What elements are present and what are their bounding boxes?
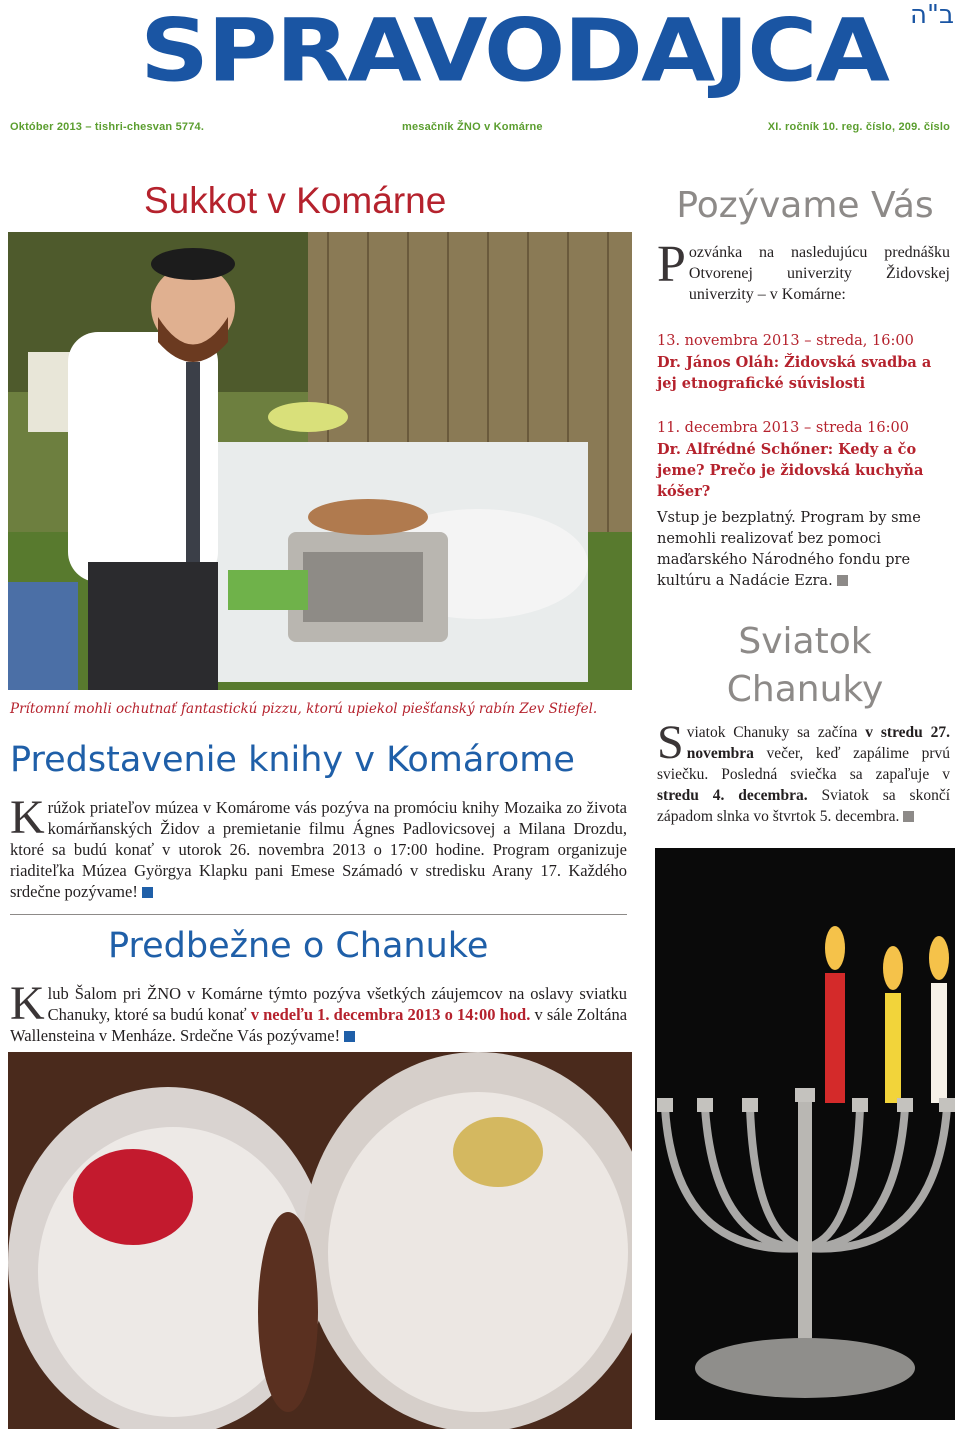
date-line: Október 2013 – tishri-chesvan 5774. (10, 121, 205, 133)
invite-dropcap: P (657, 236, 686, 293)
book-article (10, 791, 627, 902)
invite-intro-text: ozvánka na nasledujúcu prednášku Otvorenej univerzity Židovskej univerzity – v Komárne: (688, 244, 950, 303)
chanuky-last-date: stredu 4. decembra. (657, 787, 808, 804)
issue-line: XI. ročník 10. reg. číslo, 209. číslo (767, 121, 950, 133)
chanuky-t2: večer, keď zapálime prvú sviečku. Posledná sviečka sa zapaľuje v (657, 745, 950, 783)
chanuky-t1: viatok Chanuky sa začína (686, 724, 858, 741)
event-2-title: Dr. Alfrédné Schőner: Kedy a čo jeme? Prečo je židovská kuchyňa kóšer? (657, 441, 924, 500)
chanuka-pre-article (10, 977, 628, 1046)
chanuky-heading (655, 618, 955, 714)
donuts-photo (8, 1052, 632, 1429)
rabbi-cooking-image (8, 232, 632, 690)
menorah-image (655, 848, 955, 1420)
event-2 (657, 418, 952, 502)
end-mark-icon (344, 1031, 355, 1042)
sukkot-photo (8, 232, 632, 690)
event-1-title: Dr. János Oláh: Židovská svadba a jej etnografické súvislosti (657, 354, 932, 392)
sufganiyot-image (8, 1052, 632, 1429)
newsletter-title: SPRAVODAJCA (140, 0, 888, 102)
chanuky-t3: Sviatok sa skončí západom slnka vo štvrtok 5. decembra. (657, 787, 951, 825)
invite-intro (657, 236, 950, 305)
chanuka-pre-text-after: v sále Zoltána Wallensteina v Menháze. Srdečne Vás pozývame! (10, 1005, 628, 1045)
chanuky-article (657, 716, 951, 827)
chanuka-pre-dropcap: K (10, 977, 45, 1030)
chanuka-pre-text: lub Šalom pri ŽNO v Komárne týmto pozýva všetkých záujemcov na oslavy sviatku Chanuky, ktoré sa budú konať (47, 984, 627, 1024)
chanuky-dropcap: S (657, 716, 684, 769)
end-mark-icon (837, 575, 848, 586)
sukkot-heading: Sukkot v Komárne (144, 180, 447, 221)
publisher-line: mesačník ŽNO v Komárne (402, 121, 543, 133)
event-2-date: 11. decembra 2013 – streda 16:00 (657, 420, 909, 436)
chanuka-pre-date: v nedeľu 1. decembra 2013 o 14:00 hod. (250, 1005, 531, 1024)
photo-caption: Prítomní mohli ochutnať fantastickú pizzu, ktorú upiekol piešťanský rabín Zev Stiefel. (10, 701, 598, 717)
chanuky-heading-line2: Chanuky (726, 669, 884, 710)
book-dropcap: K (10, 791, 45, 844)
chanuka-pre-heading: Predbežne o Chanuke (108, 926, 489, 966)
book-text: rúžok priateľov múzea v Komárome vás pozýva na promóciu knihy Mozaika zo života komárňanských Židov a premietanie filmu Ágnes Padlovicsovej a Milana Drozdu, ktoré sa budú konať v utorok 26. novembra 2013 o 17:00 hodine. Program organizuje riaditeľka Múzea Györgya Klapku pani Emese Számadó v stredisku Arany 17. Každého srdečne pozývame! (10, 798, 627, 901)
chanuky-heading-line1: Sviatok (738, 621, 872, 662)
book-heading: Predstavenie knihy v Komárome (10, 740, 575, 780)
invite-footer-text: Vstup je bezplatný. Program by sme nemohli realizovať bez pomoci maďarského Národného fondu pre kultúru a Nadácie Ezra. (657, 510, 921, 589)
hebrew-blessing: ב"ה (910, 0, 954, 30)
invite-footer (657, 508, 952, 592)
section-divider (10, 914, 627, 915)
event-1 (657, 331, 952, 394)
end-mark-icon (142, 887, 153, 898)
chanuky-start-date: v stredu 27. novembra (686, 724, 951, 762)
event-1-date: 13. novembra 2013 – streda, 16:00 (657, 333, 914, 349)
end-mark-icon (903, 811, 914, 822)
invite-heading: Pozývame Vás (676, 185, 934, 226)
menorah-photo (655, 848, 955, 1420)
